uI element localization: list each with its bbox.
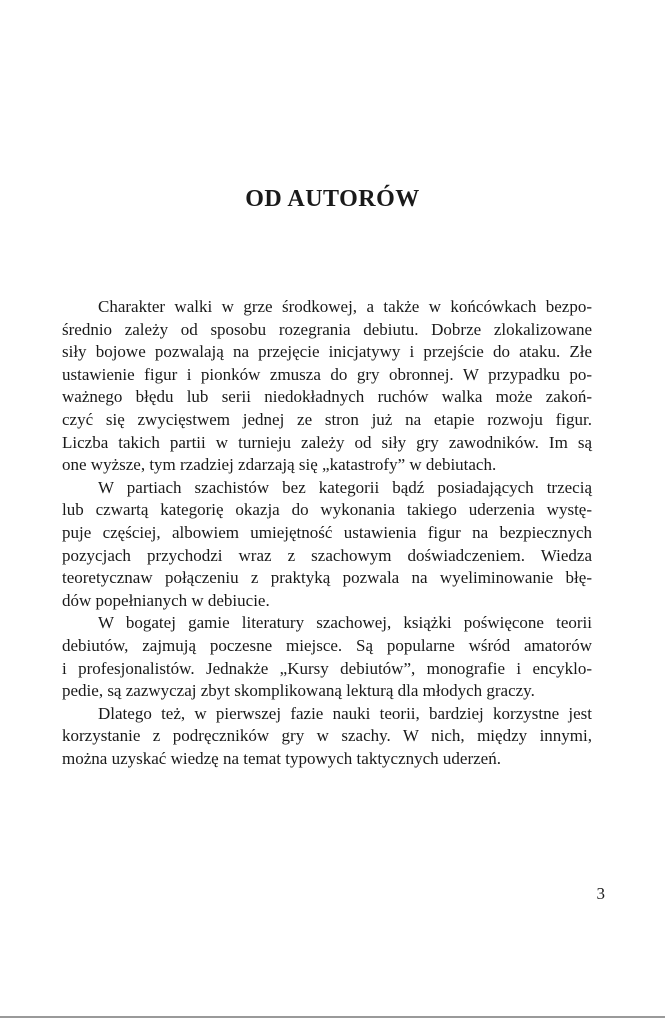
text-line: Charakter walki w grze środkowej, a także w końcówkach bezpo- [98,297,592,316]
paragraph [62,296,592,477]
body-text [62,296,592,770]
text-line: korzystanie z podręczników gry w szachy. W nich, między innymi, [62,726,592,746]
text-line: pedie, są zazwyczaj zbyt skomplikowaną lekturą dla młodych graczy. [62,681,535,701]
text-line: Liczba takich partii w turnieju zależy od siły gry zawodników. Im są [62,432,592,452]
page-number: 3 [596,884,605,903]
text-line: debiutów, zajmują poczesne miejsce. Są popularne wśród amatorów [62,635,592,655]
paragraph [62,612,592,702]
text-line: czyć się zwycięstwem jednej ze stron już na etapie rozwoju figur. [62,409,592,429]
text-line: one wyższe, tym rzadziej zdarzają się „katastrofy” w debiutach. [62,455,497,475]
paragraph [62,703,592,771]
text-line: można uzyskać wiedzę na temat typowych taktycznych uderzeń. [62,748,501,768]
text-line: puje częściej, albowiem umiejętność ustawienia figur na bezpiecznych [62,522,592,542]
text-line: średnio zależy od sposobu rozegrania debiutu. Dobrze zlokalizowane [62,319,592,339]
text-line: i profesjonalistów. Jednakże „Kursy debiutów”, monografie i encyklo- [62,658,592,678]
text-line: ważnego błędu lub serii niedokładnych ruchów walka może zakoń- [62,387,592,407]
text-line: Dlatego też, w pierwszej fazie nauki teorii, bardziej korzystne jest [98,703,592,723]
text-line: W partiach szachistów bez kategorii bądź posiadających trzecią [98,477,592,497]
text-line: teoretycznaw połączeniu z praktyką pozwala na wyeliminowanie błę- [62,568,592,588]
scan-edge-divider [0,1016,665,1018]
text-line: dów popełnianych w debiucie. [62,590,270,610]
text-line: siły bojowe pozwalają na przejęcie inicjatywy i przejście do ataku. Złe [62,342,592,362]
paragraph [62,477,592,613]
text-line: pozycjach przychodzi wraz z szachowym doświadczeniem. Wiedza [62,545,592,565]
text-line: W bogatej gamie literatury szachowej, książki poświęcone teorii [98,613,592,633]
chapter-title: OD AUTORÓW [245,186,420,212]
text-line: lub czwartą kategorię okazja do wykonania takiego uderzenia wystę- [62,500,592,520]
text-line: ustawienie figur i pionków zmusza do gry obronnej. W przypadku po- [62,364,592,384]
